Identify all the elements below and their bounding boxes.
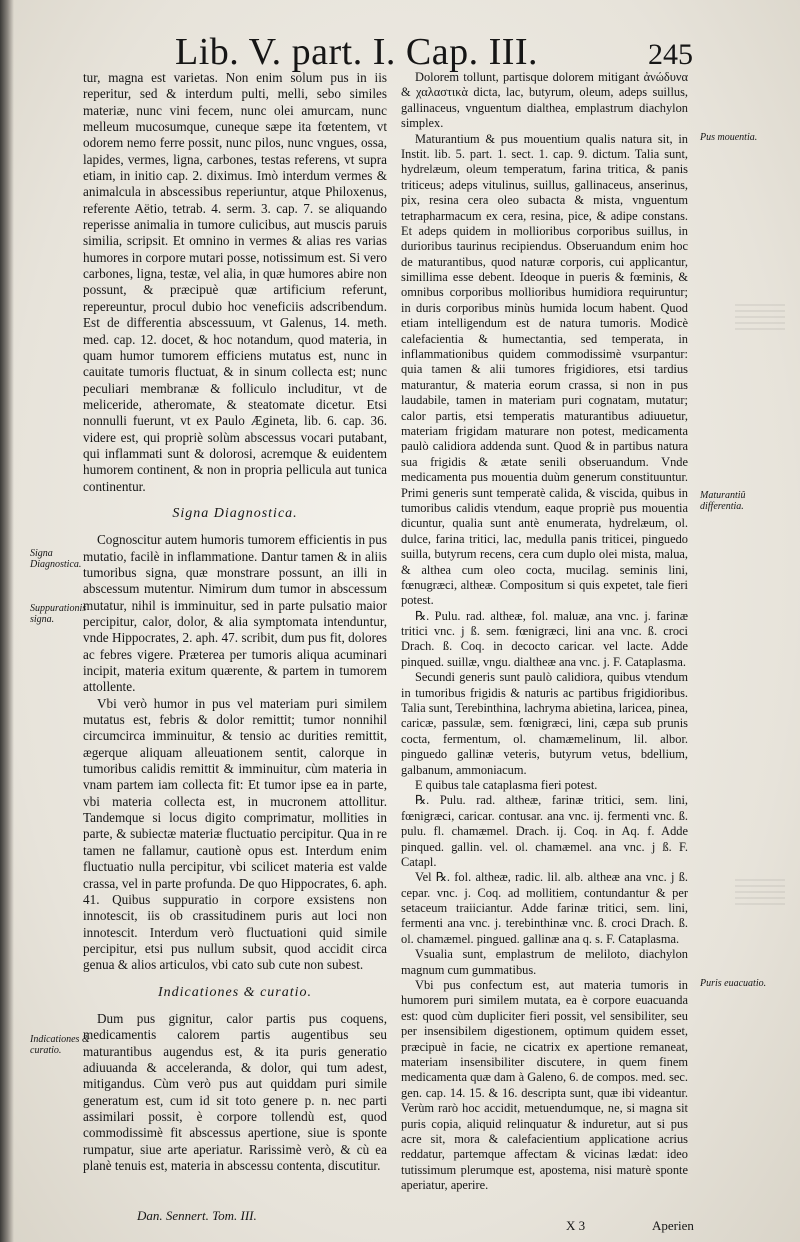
paragraph: E quibus tale cataplasma fieri potest. <box>415 777 598 792</box>
paragraph: Vbi pus confectum est, aut materia tumoris in humorem puri similem mutata, ea è corpore euacuanda est: quod cùm dupliciter fieri possit, vel sensibiliter, seu per insensibilem digestionem, optimum quidem esset, præcipuè in facie, ne cicatrix ex apertione remaneat, materiam insensibiliter discutere, in quem finem medicamenta quæ dam à Galeno, 6. de compos. med. sec. gen. cap. 14. 15. & 16. descripta sunt, quæ ibi videantur. Verùm rarò hoc accidit, metuendumque, ne, si magna sit puris copia, aliquid relinquatur & induretur, aut si pus acre sit, mora & calefacientium applicatione acrius reddatur, partemque affectam & vicinas lædat: ideo tutissimum plerumque est, apostema, nisi maturè sponte aperiatur, aperire. <box>401 978 688 1193</box>
margin-note-suppuratio: Suppurationis signa. <box>30 603 87 625</box>
section-heading: Signa Diagnostica. <box>172 505 298 521</box>
paragraph: Maturantium & pus mouentium qualis natura sit, in Instit. lib. 5. part. 1. sect. 1. cap. 9. dictum. Talia sunt, hydrelæum, oleum temperatum, farina tritica, & panis triticeus; adeps vitulinus, suillus, gallinaceus, anserinus, pix, resina cera oleo subacta & mista, vnguentum tetrapharmacum ex cera, resina, pice, & adipe constans. Et adeps quidem in mollioribus corporibus suillus, in durioribus taurinus recipiendus. Obseruandum enim hoc de maturantibus, quod naturæ corporis, cui applicantur, simillima esse debent. Ideoque in pueris & fœminis, & omnibus corporibus mollioribus humidiora requiruntur; in duris corporibus minùs humida locum habent. Quod etiam intelligendum est de natura tumoris. Modicè calefacientia & humectantia, sed temperata, in inflammationibus quidem commodissimè vsurpantur: quia tamen & alii tumores frigidiores, etsi tardius maturantur, & materia eorum crassa, si non in pus laudabile, tamen in materiam puri cognatam, mutatur; calor partis, etsi temperatis maturantibus adiuuetur, materiam frigidam maturare non potest, medicamenta paulò calidiora addenda sunt. Quod & in partibus natura sua frigidis & ætate senili obseruandum. Vnde medicamenta pus mouentia duùm generum constituuntur. Primi generis sunt temperatè calida, & viscida, quibus in tumoribus calidis vtendum, eaque propriè pus mouentia dicuntur, qualia sunt antè enumerata, hydrelæum, ol. dulce, farina tritici, lac, medulla panis triticei, pinguedo suilla, butyrum recens, cera cum duplo olei mista, malua, & althea cum oleo cocta, mucilag. seminis lini, fœnugræci, altheæ. Compositum si quis expetet, tale fieri potest. <box>401 131 688 608</box>
paragraph: Dolorem tollunt, partisque dolorem mitigant ἀνώδυνα & χαλαστικὰ dicta, lac, butyrum, oleum, adeps suillus, gallinaceus, vnguentum dialthea, emplastrum diachylon simplex. <box>401 70 688 131</box>
show-through-mark <box>735 875 785 905</box>
margin-note-indicationes: Indicationes & curatio. <box>30 1034 90 1056</box>
section-heading: Indicationes & curatio. <box>157 984 313 1000</box>
margin-note-pus-mouentia: Pus mouentia. <box>700 132 758 143</box>
paragraph: ℞. Pulu. rad. altheæ, fol. maluæ, ana vnc. j. farinæ tritici vnc. j ß. sem. fœnigræci, lini ana vnc. ß. croci Drach. ß. Coq. in decocto caricar. vel lacte. Adde pinqued. suillæ, vngu. dialtheæ ana vnc. j. F. Cataplasma. <box>401 608 688 669</box>
running-title: Lib. V. part. I. Cap. III. <box>175 31 539 73</box>
catchword: Aperien <box>652 1218 694 1233</box>
right-column <box>401 70 688 1194</box>
paragraph: Secundi generis sunt paulò calidiora, quibus vtendum in tumoribus frigidis & naturis ac partibus frigidioribus. Talia sunt, Terebinthina, lachryma abietina, laricea, pinea, caricæ, passulæ, sem. fœnigræci, lini, cæpa sub prunis cocta, fermentum, ol. chamæmelinum, lil. albor. pinguedo gallinæ veteris, butyrum vetus, bdellium, galbanum, ammoniacum. <box>401 670 688 777</box>
footer-author-volume: Dan. Sennert. Tom. III. <box>137 1208 257 1223</box>
paragraph: Vsualia sunt, emplastrum de meliloto, diachylon magnum cum gummatibus. <box>401 947 688 977</box>
page-number: 245 <box>648 38 693 71</box>
signature-mark: X 3 <box>566 1218 586 1233</box>
paragraph: Cognoscitur autem humoris tumorem efficientis in pus mutatio, facilè in inflammatione. Dantur tamen & in aliis tumoribus signa, quæ monstrare possunt, an illi in abscessum mutentur. Nimirum dum tumor in abscessum mutatur, nihil is imminuitur, sed in parte pulsatio maior percipitur, calor, dolor, & alia symptomata intenduntur, vnde Hippocrates, 2. aph. 47. scribit, dum pus fit, dolores ac febres vigere. Præterea per tumoris aliqua acuminari incipit, materia exitum quærente, & partem in tumorem attollente. <box>83 532 387 695</box>
left-column <box>83 70 387 1174</box>
margin-note-puris-euacuatio: Puris euacuatio. <box>700 978 767 989</box>
paragraph: Vbi verò humor in pus vel materiam puri similem mutatus est, febris & dolor remittit; tumor nonnihil circumcirca imminuitur, & tensio ac durities remittit, ægerque aliquam alleuationem sentit, calorque in tumoribus calidis remittit & imminuitur, cùm materia in vnam partem iam collecta fit: Et tumor ipse ea in parte, vbi materia collecta est, in mucronem attollitur. Tandemque si locus digito comprimatur, mollities in parte, & subiectæ materiæ fluctuatio percipitur. Qua in re tamen ne fallamur, cautionè opus est. Interdum enim fluctuatio nulla percipitur, vbi scilicet materia est valde crassa, vel in parte profunda. De quo Hippocrates, 6. aph. 41. Quibus suppuratio in corpore exsistens non innotescit, iis ob crassitudinem puris aut loci non innotescit. Interdum verò fluctuationi quid simile percipitur, etsi pus nullum subsit, quod accidit circa genua & alios articulos, vbi cato sub cute non subest. <box>83 695 387 973</box>
show-through-mark <box>735 300 785 330</box>
paragraph: Vel ℞. fol. altheæ, radic. lil. alb. altheæ ana vnc. j ß. cepar. vnc. j. Coq. ad mollitiem, contundantur & per setaceum traiiciantur. Adde farinæ tritici, sem. lini, fermenti ana vnc. j. terebinthinæ vnc. ß. croci Drach. ß. ol. chamæmel. pingued. gallinæ ana q. s. F. Cataplasma. <box>401 870 688 946</box>
paragraph: Dum pus gignitur, calor partis pus coquens, medicamentis calorem partis augentibus seu maturantibus augendus est, & ita puris generatio adiuuanda & acceleranda, & dolor, qui tum adest, mitigandus. Cùm verò pus aut quiddam puri simile generatum est, cum id sit toto genere p. n. nec parti assimilari possit, è corpore tollendù est, quod commodissimè fit abscessus apertione, siue is sponte rumpatur, siue arte aperiatur. Rarissimè verò, & cù ea planè tenuis est, materia in abscessu contenta, discutitur. <box>83 1010 387 1173</box>
margin-note-signa: Signa Diagnostica. <box>30 548 82 570</box>
book-spine-shadow <box>0 0 14 1242</box>
margin-note-maturantium: Maturantiû differentia. <box>700 490 746 512</box>
paragraph: tur, magna est varietas. Non enim solum pus in iis reperitur, sed & interdum pulti, melli, sebo similes materiæ, nunc vini fecem, nunc olei amurcam, nunc melleum mucosumque, cuneque sæpe ita fœtentem, vt odorem nemo ferre possit, nunc pilos, nunc vngues, ossa, lapides, vermes, ligna, carbones, testas referens, vt supra etiam, in initio cap. 2. diximus. Imò interdum vermes & animalcula in abscessibus reperiuntur, atque Philoxenus, referente Aëtio, tetrab. 4. serm. 3. cap. 7. se aliquando reperisse animalia in tumore culicibus, aut muscis paruis similia, scripsit. Et omnino in vermes & alias res varias humores in corpore mutari posse, notissimum est. Si vero carbones, ligna, testæ, vel alia, in quæ humores abire non possunt, & præcipuè quæ artificium referunt, repereuntur, procul dubio hoc veneficiis adscribendum. Est de differentia abscessuum, vt Galenus, 14. meth. med. cap. 12. docet, & hoc notandum, quod materia, in quam humor tumorem efficiens mutatus est, nunc in cauitate tumoris fluctuat, & in sinum collecta est; nunc peculiari membranæ & folliculo includitur, vt de meliceride, atheromate, & steatomate dicetur. Etsi nonnulli fuerunt, vt ex Paulo Ægineta, lib. 6. cap. 36. videre est, qui propriè solùm abscessus vocari putabant, qui inflammati sunt & dolorosi, acremque & euidentem humorem continent, & non in propria pellicula aut tunica continentur. <box>83 70 387 494</box>
paragraph: ℞. Pulu. rad. altheæ, farinæ tritici, sem. lini, fœnigræci, caricar. contusar. ana vnc. ij. fermenti vnc. ß. pulu. fl. chamæmel. Drach. ij. Coq. in Aq. f. Adde pinqued. gallin. vel. ol. chamæmel. ana vnc. j ß. F. Catapl. <box>401 793 688 869</box>
